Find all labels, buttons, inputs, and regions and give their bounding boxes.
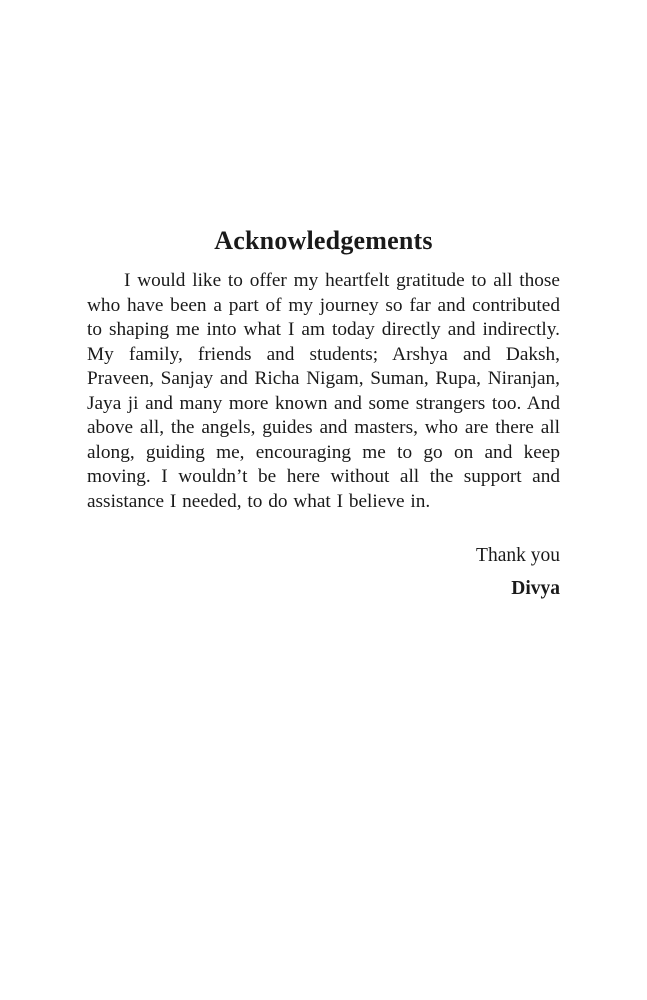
closing-text: Thank you [476, 545, 560, 566]
page-content [87, 226, 560, 601]
acknowledgement-paragraph: I would like to offer my heartfelt gratitude to all those who have been a part of my journey so far and contributed to shaping me into what I am today directly and indirectly. My family, friends and students; Arshya and Daksh, Praveen, Sanjay and Richa Nigam, Suman, Rupa, Niranjan, Jaya ji and many more known and some strangers too. And above all, the angels, guides and masters, who are there all along, guiding me, encouraging me to go on and keep moving. I wouldn’t be here without all the support and assistance I needed, to do what I believe in. [87, 270, 560, 512]
page-title: Acknowledgements [214, 226, 433, 255]
signature-name: Divya [511, 578, 560, 599]
